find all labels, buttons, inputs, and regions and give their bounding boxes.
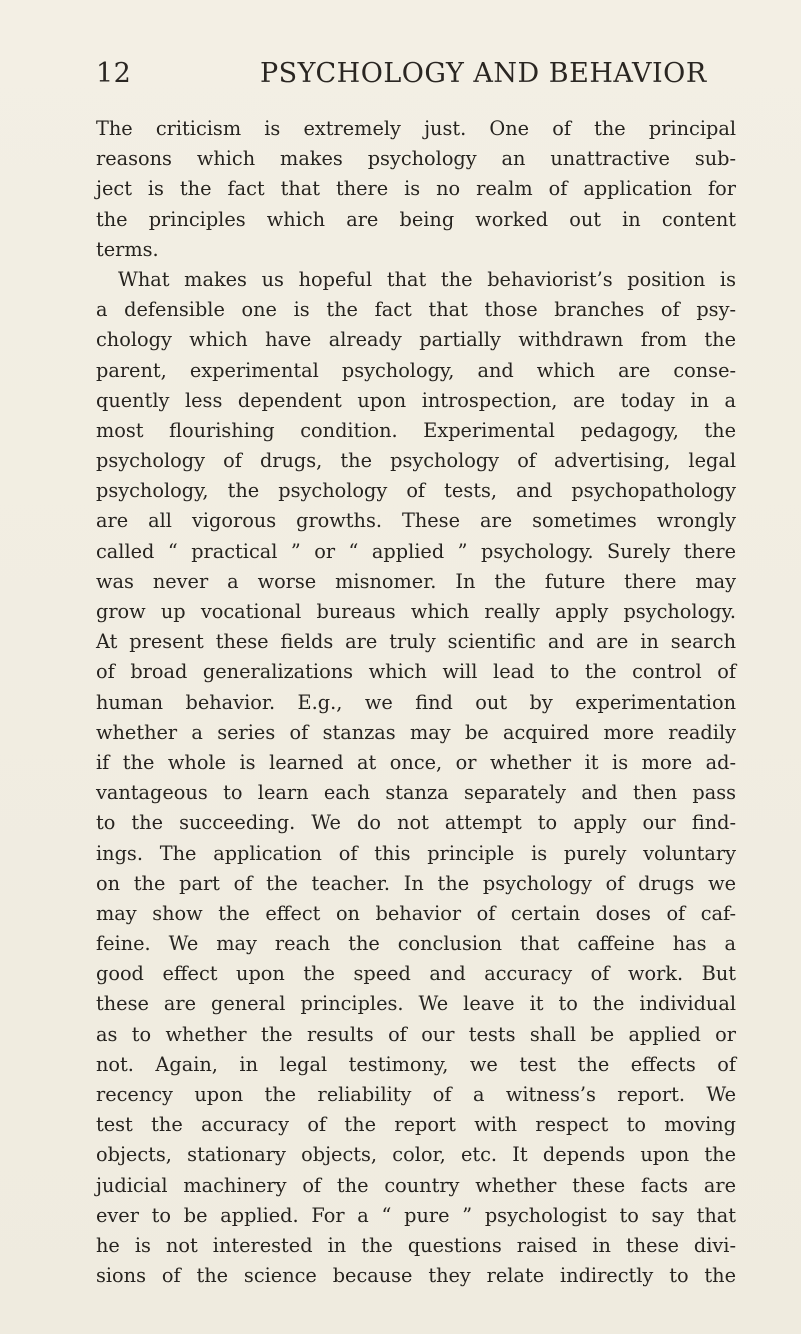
text-line: vantageous to learn each stanza separately and then pass (96, 781, 736, 805)
text-line: on the part of the teacher. In the psychology of drugs we (96, 871, 736, 895)
page-number: 12 (96, 58, 132, 89)
page-header (96, 58, 736, 98)
text-line: ject is the fact that there is no realm of application for (96, 177, 736, 201)
text-line: whether a series of stanzas may be acquired more readily (96, 720, 736, 744)
text-line: most flourishing condition. Experimental pedagogy, the (96, 418, 736, 442)
text-line: grow up vocational bureaus which really apply psychology. (96, 600, 736, 623)
text-line: psychology, the psychology of tests, and psychopathology (96, 479, 736, 503)
text-line: human behavior. E.g., we find out by experimentation (96, 690, 736, 714)
text-line: What makes us hopeful that the behaviorist’s position is (118, 267, 736, 291)
text-line: may show the effect on behavior of certain doses of caf- (96, 901, 736, 925)
text-line: called “ practical ” or “ applied ” psychology. Surely there (96, 539, 736, 563)
text-line: judicial machinery of the country whether these facts are (96, 1173, 736, 1197)
text-line: The criticism is extremely just. One of the principal (96, 117, 736, 140)
text-line: ings. The application of this principle is purely voluntary (96, 841, 736, 865)
text-line: quently less dependent upon introspection, are today in a (96, 388, 736, 412)
text-line: recency upon the reliability of a witness’s report. We (96, 1083, 736, 1106)
text-line: reasons which makes psychology an unattractive sub- (96, 147, 736, 171)
text-line: sions of the science because they relate indirectly to the (96, 1264, 736, 1288)
text-line: if the whole is learned at once, or whether it is more ad- (96, 750, 736, 774)
text-line: test the accuracy of the report with respect to moving (96, 1113, 736, 1137)
text-line: of broad generalizations which will lead to the control of (96, 660, 736, 684)
text-line: not. Again, in legal testimony, we test the effects of (96, 1052, 736, 1076)
text-line: are all vigorous growths. These are sometimes wrongly (96, 509, 736, 533)
text-line: as to whether the results of our tests shall be applied or (96, 1022, 736, 1046)
text-line: the principles which are being worked out in content (96, 207, 736, 231)
text-line: these are general principles. We leave it to the individual (96, 992, 736, 1016)
text-line: was never a worse misnomer. In the future there may (96, 569, 736, 593)
text-line: a defensible one is the fact that those branches of psy- (96, 298, 736, 322)
text-line: psychology of drugs, the psychology of advertising, legal (96, 449, 736, 473)
text-line: to the succeeding. We do not attempt to apply our find- (96, 811, 736, 835)
text-line: chology which have already partially withdrawn from the (96, 328, 736, 352)
running-head: PSYCHOLOGY AND BEHAVIOR (260, 58, 707, 89)
text-line: good effect upon the speed and accuracy of work. But (96, 962, 736, 986)
text-line: At present these fields are truly scientific and are in search (96, 630, 736, 654)
body-text (96, 114, 736, 1291)
text-line: parent, experimental psychology, and which are conse- (96, 358, 736, 382)
text-line: feine. We may reach the conclusion that caffeine has a (96, 932, 736, 956)
text-line: objects, stationary objects, color, etc. It depends upon the (96, 1143, 736, 1167)
text-line: ever to be applied. For a “ pure ” psychologist to say that (96, 1203, 736, 1227)
text-line: he is not interested in the questions raised in these divi- (96, 1233, 736, 1257)
text-line: terms. (96, 237, 159, 261)
